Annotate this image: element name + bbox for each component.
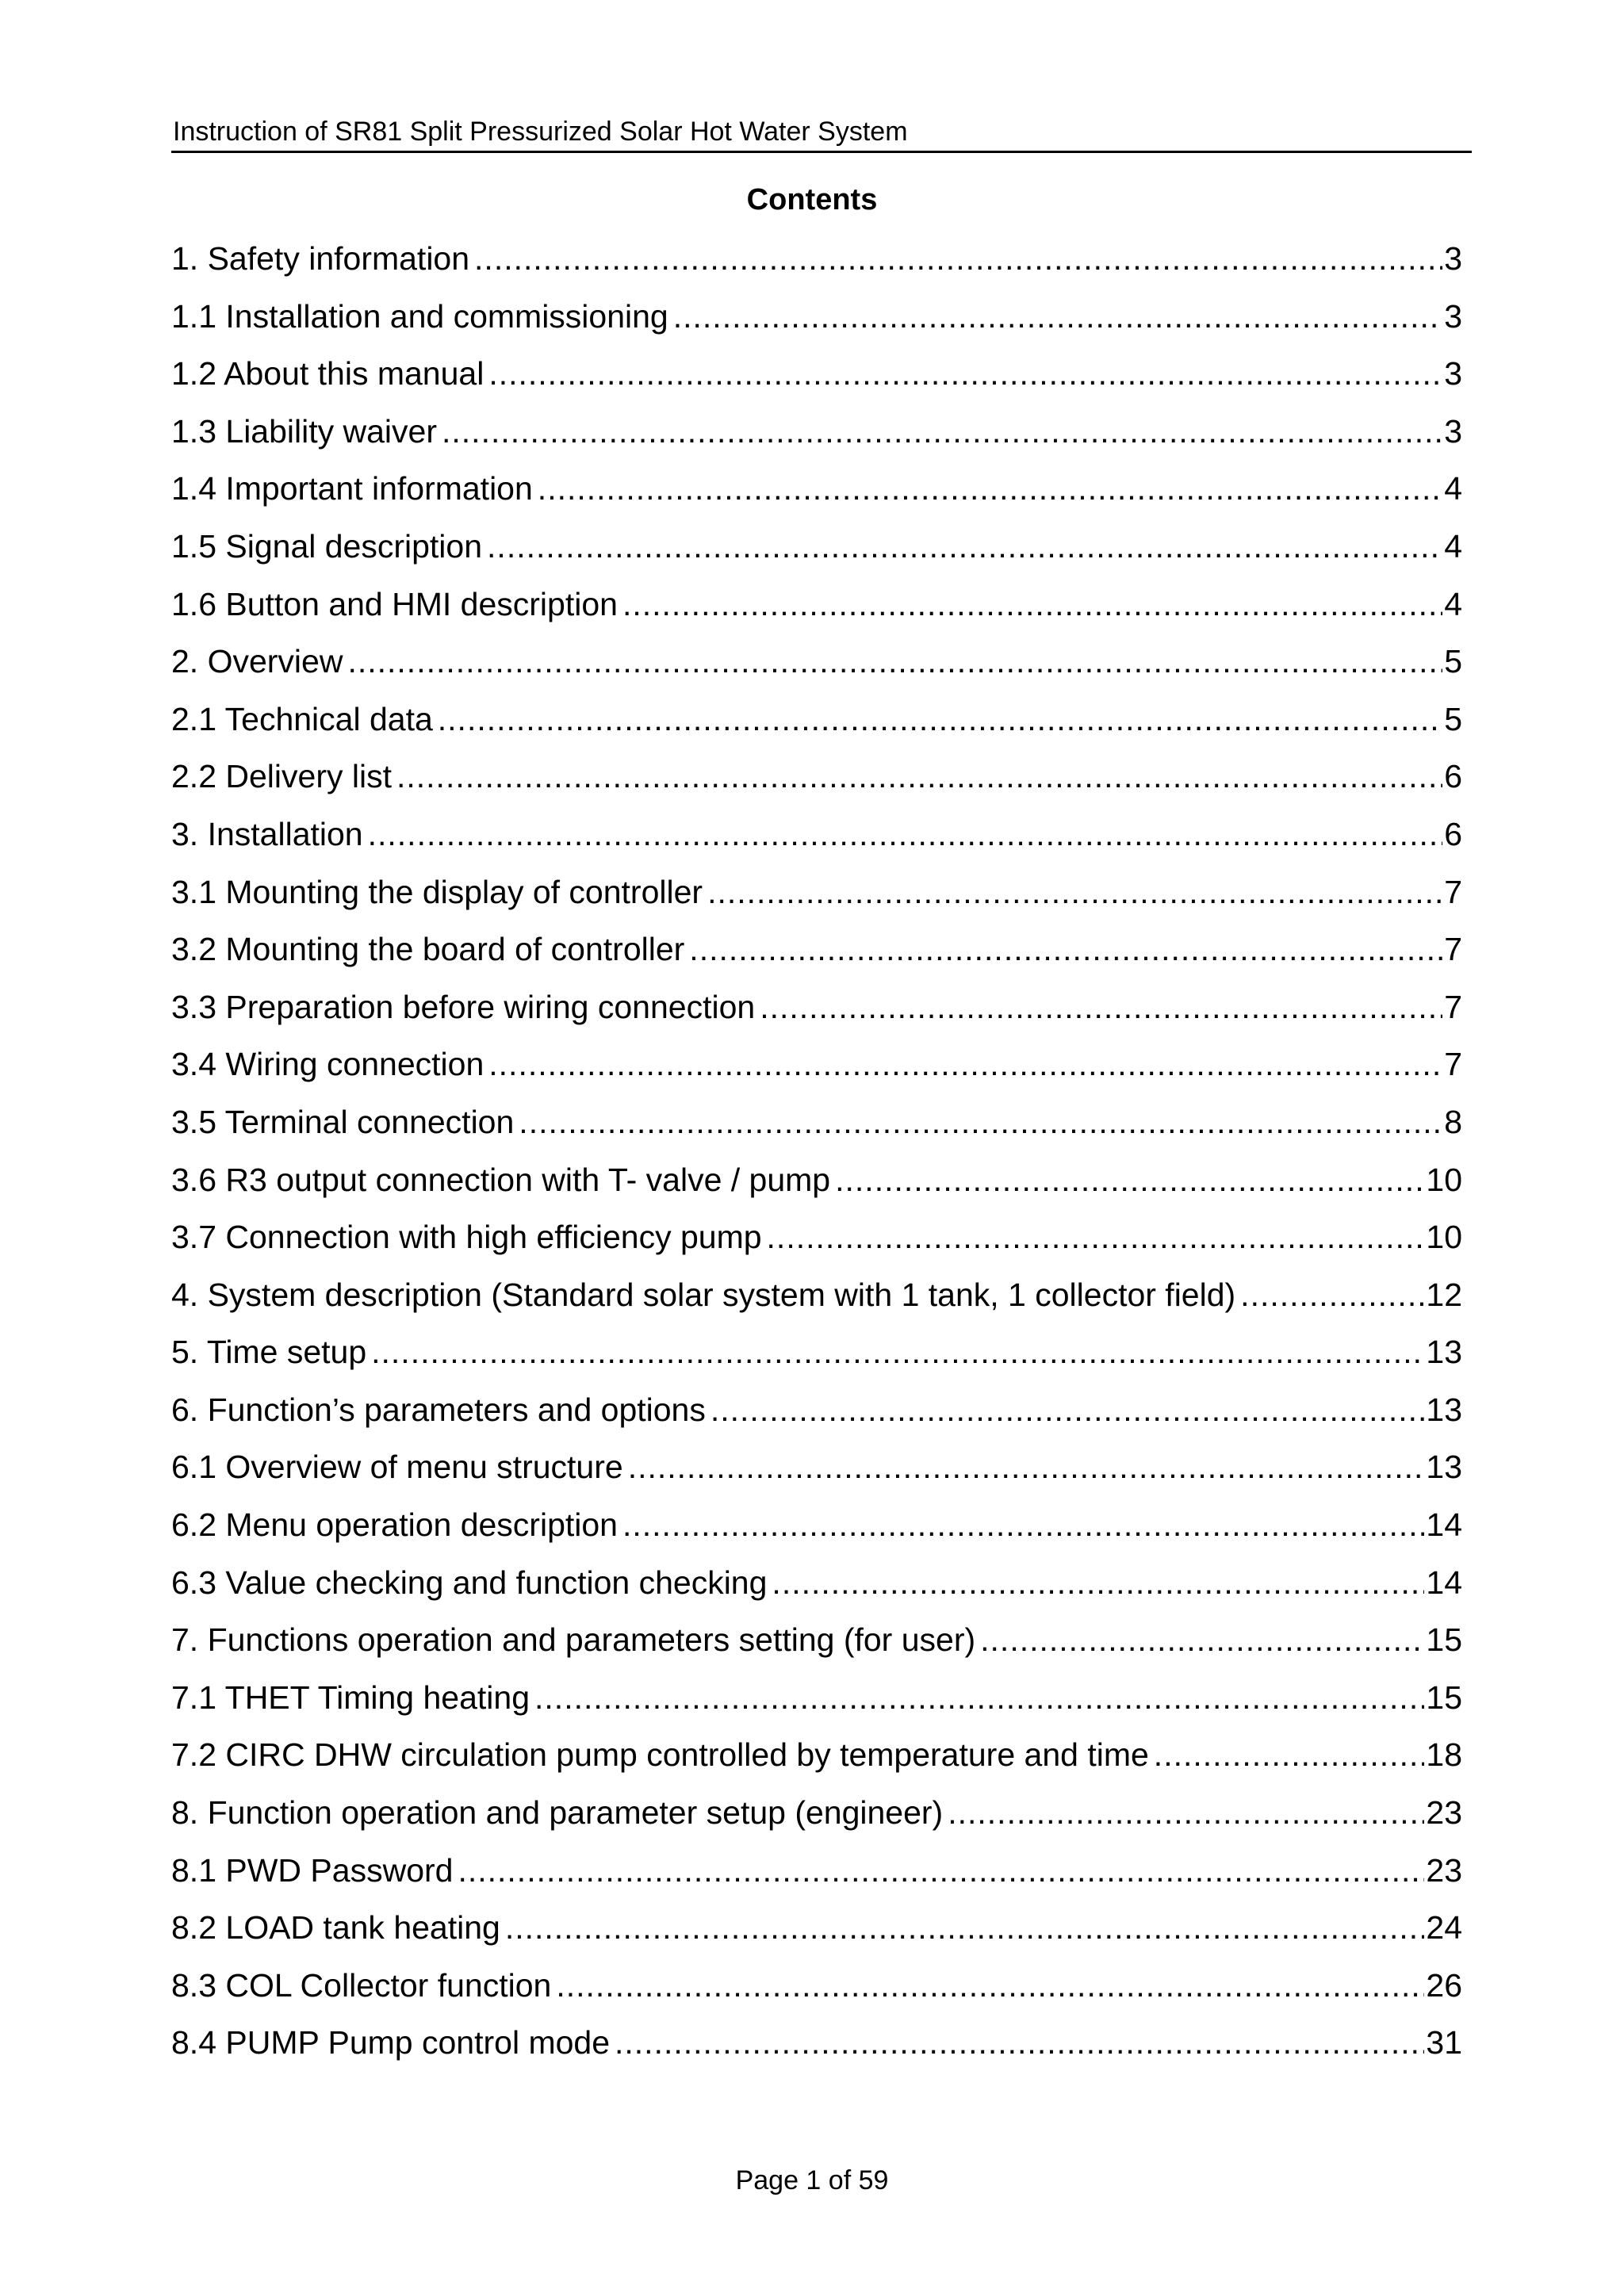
toc-dot-leader [1240, 1273, 1424, 1317]
toc-entry-page: 26 [1426, 1966, 1462, 2004]
toc-entry-title: 1.2 About this manual [171, 355, 485, 392]
toc-entry-page: 15 [1426, 1621, 1462, 1659]
toc-entry[interactable] [171, 466, 1462, 524]
toc-entry-title: 7.1 THET Timing heating [171, 1679, 530, 1716]
toc-entry-title: 1.4 Important information [171, 470, 533, 507]
toc-entry-title: 2.2 Delivery list [171, 758, 392, 795]
toc-dot-leader [519, 1100, 1442, 1144]
toc-entry[interactable] [171, 1675, 1462, 1733]
toc-entry[interactable] [171, 1963, 1462, 2021]
toc-dot-leader [488, 1042, 1442, 1086]
toc-entry-page: 7 [1444, 931, 1462, 968]
toc-dot-leader [474, 236, 1442, 281]
toc-entry-page: 6 [1444, 758, 1462, 795]
toc-entry[interactable] [171, 1905, 1462, 1963]
toc-dot-leader [673, 294, 1442, 339]
toc-dot-leader [622, 582, 1442, 626]
contents-heading: Contents [746, 183, 878, 216]
toc-entry[interactable] [171, 1560, 1462, 1618]
toc-entry-title: 3.2 Mounting the board of controller [171, 931, 685, 968]
toc-entry[interactable] [171, 524, 1462, 582]
toc-entry[interactable] [171, 294, 1462, 352]
toc-entry-title: 6.2 Menu operation description [171, 1506, 618, 1544]
toc-entry-title: 8.2 LOAD tank heating [171, 1909, 500, 1947]
toc-entry-page: 24 [1426, 1909, 1462, 1947]
page-number: Page 1 of 59 [735, 2165, 889, 2195]
toc-entry-title: 8.1 PWD Password [171, 1851, 454, 1889]
toc-entry-title: 4. System description (Standard solar system with 1 tank, 1 collector field) [171, 1276, 1236, 1313]
toc-entry-title: 2.1 Technical data [171, 700, 433, 737]
toc-entry-page: 13 [1426, 1334, 1462, 1371]
toc-entry-page: 13 [1426, 1391, 1462, 1428]
toc-entry-page: 5 [1444, 700, 1462, 737]
toc-entry-page: 3 [1444, 412, 1462, 450]
toc-entry-title: 3. Installation [171, 815, 363, 852]
toc-entry-page: 4 [1444, 527, 1462, 565]
toc-entry-title: 7. Functions operation and parameters setting (for user) [171, 1621, 976, 1659]
toc-entry[interactable] [171, 236, 1462, 294]
toc-entry[interactable] [171, 985, 1462, 1043]
toc-entry[interactable] [171, 1388, 1462, 1445]
toc-dot-leader [556, 1963, 1424, 2008]
toc-entry[interactable] [171, 1503, 1462, 1560]
toc-entry[interactable] [171, 1273, 1462, 1330]
toc-entry-title: 6. Function’s parameters and options [171, 1391, 706, 1428]
toc-dot-leader [534, 1675, 1424, 1720]
toc-entry-page: 7 [1444, 873, 1462, 910]
toc-entry-page: 14 [1426, 1564, 1462, 1601]
toc-entry-page: 10 [1426, 1219, 1462, 1256]
toc-entry-page: 4 [1444, 585, 1462, 622]
toc-entry[interactable] [171, 870, 1462, 928]
toc-dot-leader [505, 1905, 1425, 1950]
toc-dot-leader [772, 1560, 1424, 1605]
toc-dot-leader [980, 1617, 1424, 1662]
toc-entry-page: 4 [1444, 470, 1462, 507]
toc-entry-page: 14 [1426, 1506, 1462, 1544]
toc-entry-title: 3.3 Preparation before wiring connection [171, 988, 756, 1025]
toc-entry[interactable] [171, 639, 1462, 697]
toc-entry-page: 3 [1444, 297, 1462, 335]
toc-entry-page: 18 [1426, 1736, 1462, 1774]
toc-entry-page: 8 [1444, 1103, 1462, 1140]
toc-entry-page: 7 [1444, 1046, 1462, 1083]
toc-dot-leader [628, 1445, 1425, 1489]
toc-entry-page: 31 [1426, 2024, 1462, 2061]
toc-entry[interactable] [171, 582, 1462, 640]
toc-entry-title: 1. Safety information [171, 240, 470, 277]
toc-entry-title: 5. Time setup [171, 1334, 367, 1371]
toc-entry-title: 6.1 Overview of menu structure [171, 1449, 623, 1486]
toc-entry-page: 13 [1426, 1449, 1462, 1486]
toc-dot-leader [760, 985, 1442, 1029]
toc-entry-page: 5 [1444, 643, 1462, 680]
toc-entry-page: 12 [1426, 1276, 1462, 1313]
toc-dot-leader [710, 1388, 1425, 1432]
toc-dot-leader [707, 870, 1442, 914]
toc-dot-leader [371, 1330, 1424, 1374]
toc-entry[interactable] [171, 812, 1462, 870]
toc-dot-leader [438, 697, 1442, 741]
toc-dot-leader [538, 466, 1442, 511]
toc-entry-title: 2. Overview [171, 643, 343, 680]
toc-entry-title: 8.4 PUMP Pump control mode [171, 2024, 610, 2061]
toc-dot-leader [458, 1848, 1424, 1893]
toc-entry[interactable] [171, 1445, 1462, 1503]
toc-entry[interactable] [171, 1790, 1462, 1848]
toc-dot-leader [488, 351, 1442, 396]
toc-dot-leader [368, 812, 1443, 856]
toc-entry-page: 3 [1444, 240, 1462, 277]
toc-entry[interactable] [171, 2020, 1462, 2078]
document-title: Instruction of SR81 Split Pressurized Solar Hot Water System [173, 117, 908, 147]
toc-dot-leader [396, 754, 1442, 798]
toc-entry-title: 3.6 R3 output connection with T- valve / pump [171, 1161, 831, 1198]
toc-entry[interactable] [171, 1215, 1462, 1273]
toc-entry-title: 1.6 Button and HMI description [171, 585, 618, 622]
toc-entry-page: 6 [1444, 815, 1462, 852]
toc-dot-leader [689, 927, 1442, 971]
toc-dot-leader [1154, 1732, 1425, 1777]
toc-entry-title: 1.5 Signal description [171, 527, 483, 565]
toc-entry-title: 7.2 CIRC DHW circulation pump controlled by temperature and time [171, 1736, 1149, 1774]
toc-entry-page: 10 [1426, 1161, 1462, 1198]
toc-dot-leader [615, 2020, 1424, 2065]
toc-entry-title: 3.1 Mounting the display of controller [171, 873, 703, 910]
toc-entry-page: 23 [1426, 1794, 1462, 1832]
toc-entry-title: 8.3 COL Collector function [171, 1966, 552, 2004]
toc-dot-leader [442, 409, 1442, 454]
toc-entry[interactable] [171, 1330, 1462, 1388]
toc-entry[interactable] [171, 1042, 1462, 1100]
toc-entry[interactable] [171, 1100, 1462, 1158]
toc-entry[interactable] [171, 754, 1462, 812]
toc-entry-page: 23 [1426, 1851, 1462, 1889]
toc-entry[interactable] [171, 1848, 1462, 1906]
toc-dot-leader [948, 1790, 1424, 1835]
toc-entry[interactable] [171, 1158, 1462, 1215]
table-of-contents [171, 236, 1462, 2078]
toc-entry-title: 3.7 Connection with high efficiency pump [171, 1219, 762, 1256]
toc-entry[interactable] [171, 409, 1462, 467]
toc-dot-leader [487, 524, 1442, 568]
toc-entry[interactable] [171, 1732, 1462, 1790]
toc-entry[interactable] [171, 697, 1462, 755]
toc-entry-page: 15 [1426, 1679, 1462, 1716]
page-header [171, 114, 1472, 153]
toc-dot-leader [835, 1158, 1424, 1202]
toc-dot-leader [347, 639, 1442, 683]
toc-dot-leader [767, 1215, 1425, 1259]
toc-dot-leader [622, 1503, 1424, 1547]
toc-entry-title: 1.1 Installation and commissioning [171, 297, 668, 335]
toc-entry-title: 8. Function operation and parameter setup (engineer) [171, 1794, 944, 1832]
toc-entry-title: 3.5 Terminal connection [171, 1103, 515, 1140]
toc-entry[interactable] [171, 351, 1462, 409]
toc-entry-page: 7 [1444, 988, 1462, 1025]
toc-entry-page: 3 [1444, 355, 1462, 392]
toc-entry-title: 6.3 Value checking and function checking [171, 1564, 768, 1601]
toc-entry[interactable] [171, 1617, 1462, 1675]
toc-entry-title: 3.4 Wiring connection [171, 1046, 485, 1083]
toc-entry-title: 1.3 Liability waiver [171, 412, 437, 450]
toc-entry[interactable] [171, 927, 1462, 985]
